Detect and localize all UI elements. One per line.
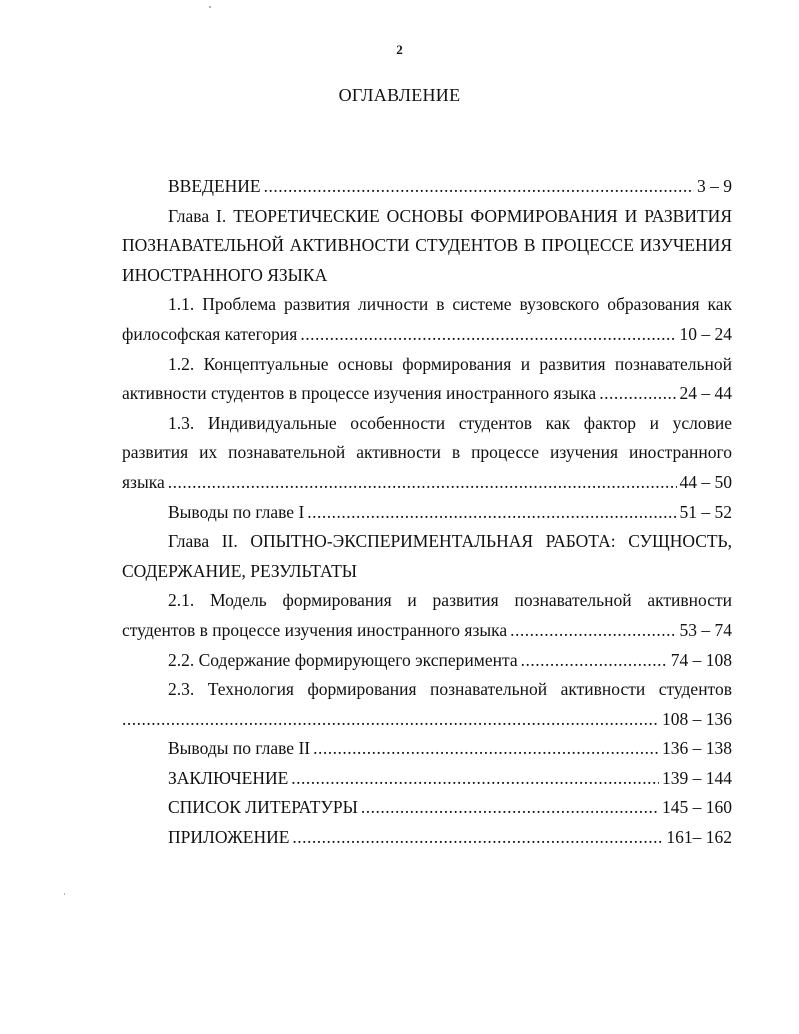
dot-leader [361,793,659,823]
table-of-contents [122,172,732,853]
toc-page-range: 44 – 50 [679,471,732,492]
section-text-line: философская категория [122,323,298,344]
toc-page-range: 161– 162 [666,827,732,848]
page-number: 2 [396,42,403,57]
toc-entry-label: ВВЕДЕНИЕ [168,176,261,196]
toc-page-range: 3 – 9 [697,176,732,196]
dot-leader [510,616,676,646]
dot-leader [168,468,677,498]
toc-page-range: 74 – 108 [670,649,732,670]
dot-leader [264,172,694,202]
toc-entry-label: ПРИЛОЖЕНИЕ [168,827,290,848]
page-title: ОГЛАВЛЕНИЕ [338,85,461,105]
toc-page-range: 53 – 74 [679,619,732,640]
toc-entry-label: 2.2. Содержание формирующего эксперимента [168,649,518,670]
toc-entry-intro[interactable] [122,172,732,202]
toc-page-range: 10 – 24 [679,323,732,344]
toc-entry-label: ЗАКЛЮЧЕНИЕ [168,767,289,788]
toc-page-range: 139 – 144 [662,767,732,788]
section-text-line: языка [122,471,165,492]
toc-page-range: 108 – 136 [662,708,732,729]
toc-entry-conclusions-1[interactable] [122,498,732,528]
toc-entry-appendix[interactable] [122,823,732,853]
toc-entry-chapter-1[interactable] [122,202,732,291]
section-text-line: 1.2. Концептуальные основы формирования и развития познавательной [168,353,732,374]
section-text-line: активности студентов в процессе изучения иностранного языка [122,383,597,404]
toc-page-range: 145 – 160 [662,797,732,818]
dot-leader [521,646,668,676]
section-text-line: студентов в процессе изучения иностранного языка [122,619,508,640]
toc-entry-section-2-1[interactable] [122,586,732,645]
chapter-heading: Глава II. ОПЫТНО-ЭКСПЕРИМЕНТАЛЬНАЯ РАБОТА: СУЩНОСТЬ, СОДЕРЖАНИЕ, РЕЗУЛЬТАТЫ [122,531,732,581]
dot-leader [291,764,659,794]
scan-speck [209,6,211,8]
toc-entry-label: Выводы по главе I [168,501,305,522]
toc-entry-chapter-2[interactable] [122,527,732,586]
section-text-line: 2.3. Технология формирования познавательной активности студентов [168,679,732,700]
dot-leader [313,734,659,764]
scan-speck [64,893,65,895]
toc-page-range: 136 – 138 [662,738,732,759]
toc-page-range: 24 – 44 [679,383,732,404]
section-text-line: 2.1. Модель формирования и развития познавательной активности [168,590,732,611]
dot-leader [300,320,676,350]
toc-entry-section-2-2[interactable] [122,646,732,676]
section-text-line: развития их познавательной активности в процессе изучения иностранного [122,442,732,463]
toc-entry-section-1-1[interactable] [122,290,732,349]
section-text-line: 1.3. Индивидуальные особенности студентов как фактор и условие [168,412,732,433]
toc-page-range: 51 – 52 [679,501,732,522]
dot-leader [292,823,663,853]
toc-entry-section-2-3[interactable] [122,675,732,734]
toc-entry-conclusions-2[interactable] [122,734,732,764]
toc-entry-conclusion[interactable] [122,764,732,794]
dot-leader [599,379,676,409]
toc-entry-section-1-3[interactable] [122,409,732,498]
toc-entry-label: СПИСОК ЛИТЕРАТУРЫ [168,797,358,818]
toc-entry-label: Выводы по главе II [168,738,311,759]
dot-leader [307,498,676,528]
dot-leader [122,705,659,735]
toc-entry-section-1-2[interactable] [122,350,732,409]
chapter-heading: Глава I. ТЕОРЕТИЧЕСКИЕ ОСНОВЫ ФОРМИРОВАНИЯ И РАЗВИТИЯ ПОЗНАВАТЕЛЬНОЙ АКТИВНОСТИ СТУДЕНТОВ В ПРОЦЕССЕ ИЗУЧЕНИЯ ИНОСТРАННОГО ЯЗЫКА [122,205,732,285]
section-text-line: 1.1. Проблема развития личности в системе вузовского образования как [168,294,732,315]
toc-entry-references[interactable] [122,793,732,823]
